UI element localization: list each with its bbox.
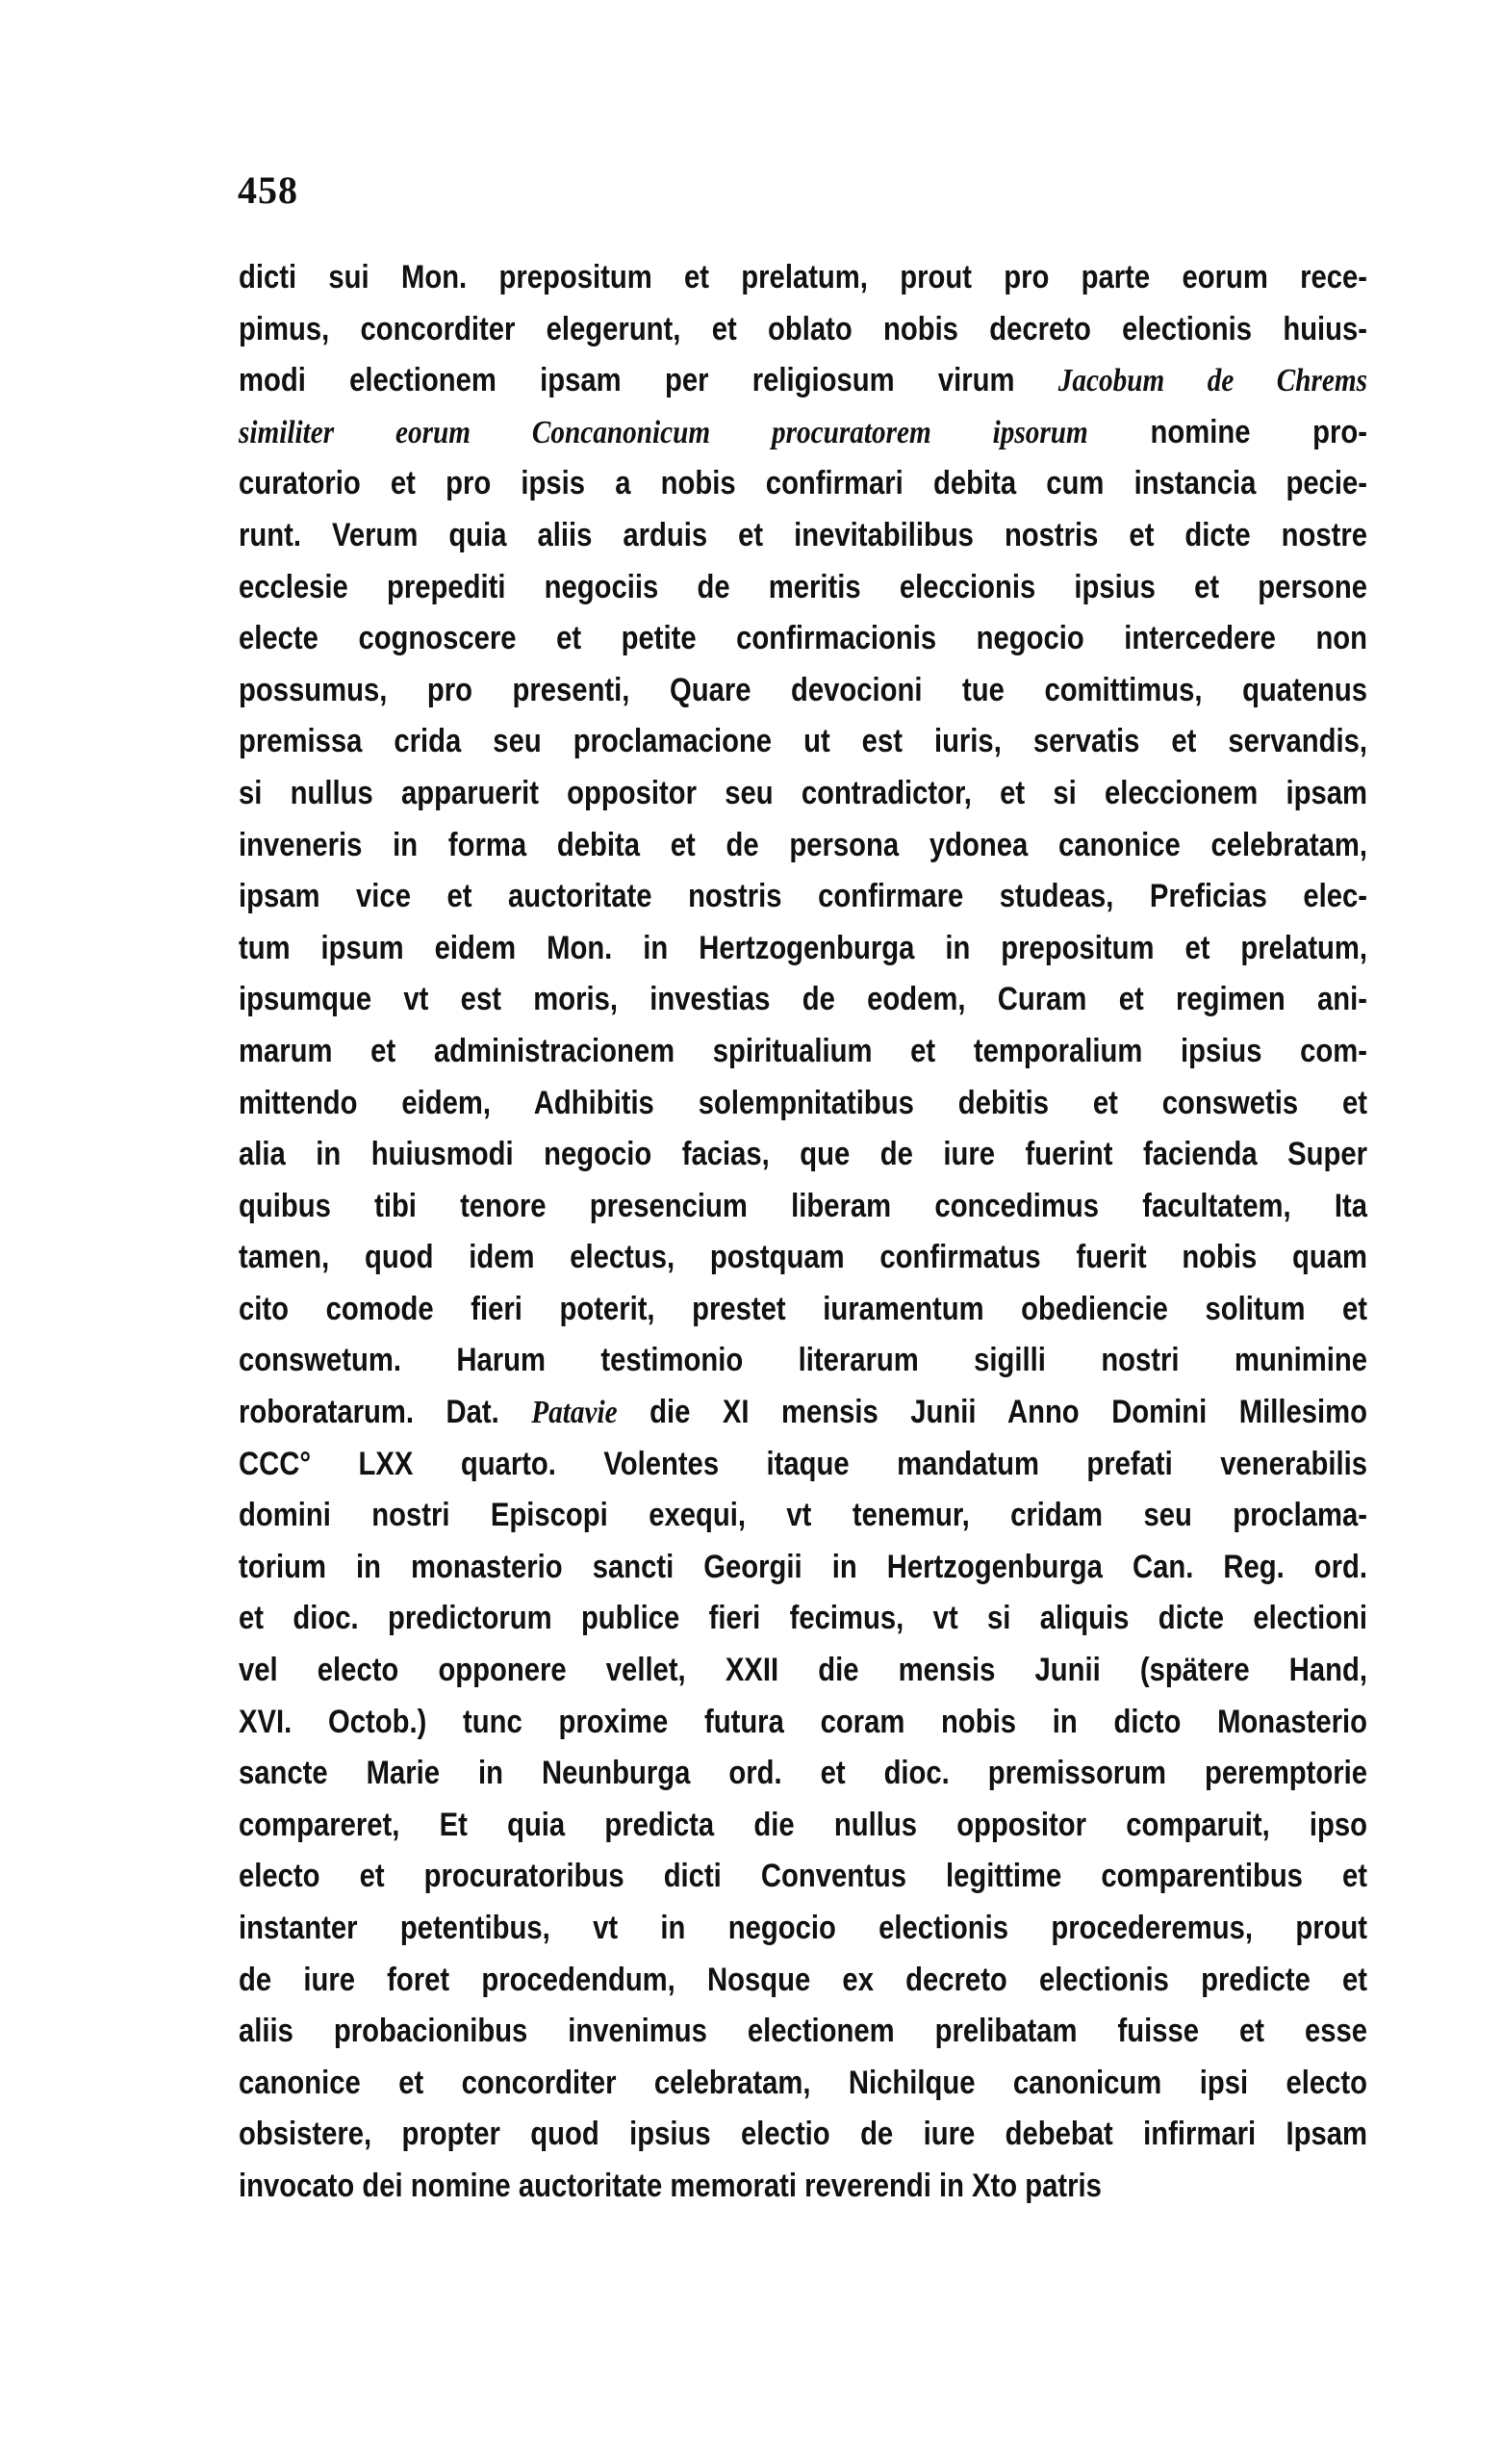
text-line: aliis probacionibus invenimus electionem prelibatam fuisse et esse [239,2013,1368,2050]
text-line: sancte Marie in Neunburga ord. et dioc. premissorum peremptorie [239,1755,1368,1792]
text-line: canonice et concorditer celebratam, Nichilque canonicum ipsi electo [239,2064,1368,2101]
text-line: tum ipsum eidem Mon. in Hertzogenburga in prepositum et prelatum, [239,929,1368,966]
text-line: similiter eorum Concanonicum procuratorem ipsorum nomine pro- [239,413,1368,450]
text-line: si nullus apparuerit oppositor seu contradictor, et si eleccionem ipsam [239,774,1368,811]
text-line: dicti sui Mon. prepositum et prelatum, prout pro parte eorum rece- [239,259,1368,295]
text-line: compareret, Et quia predicta die nullus oppositor comparuit, ipso [239,1806,1368,1843]
text-line: cito comode fieri poterit, prestet iuramentum obediencie solitum et [239,1290,1368,1327]
text-line: roboratarum. Dat. Patavie die XI mensis Junii Anno Domini Millesimo [239,1394,1368,1431]
text-line: tamen, quod idem electus, postquam confirmatus fuerit nobis quam [239,1239,1368,1276]
text-line: et dioc. predictorum publice fieri fecimus, vt si aliquis dicte electioni [239,1600,1368,1637]
text-line: invocato dei nomine auctoritate memorati reverendi in Xto patris [239,2167,1102,2204]
text-line: runt. Verum quia aliis arduis et inevitabilibus nostris et dicte nostre [239,516,1368,553]
text-line: ecclesie prepediti negociis de meritis eleccionis ipsius et persone [239,568,1368,605]
body-text [239,252,1367,2213]
text-line: mittendo eidem, Adhibitis solempnitatibus debitis et conswetis et [239,1084,1368,1121]
text-line: electo et procuratoribus dicti Conventus legittime comparentibus et [239,1858,1368,1895]
text-line: alia in huiusmodi negocio facias, que de iure fuerint facienda Super [239,1136,1368,1173]
text-line: curatorio et pro ipsis a nobis confirmari debita cum instancia pecie- [239,465,1368,502]
text-line: electe cognoscere et petite confirmacionis negocio intercedere non [239,620,1368,657]
text-line: CCC° LXX quarto. Volentes itaque mandatum prefati venerabilis [239,1445,1368,1482]
text-line: XVI. Octob.) tunc proxime futura coram nobis in dicto Monasterio [239,1703,1368,1740]
text-line: marum et administracionem spiritualium et temporalium ipsius com- [239,1032,1368,1069]
italic-name: similiter eorum Concanonicum procuratorem ipsorum [239,414,1088,450]
text-line: de iure foret procedendum, Nosque ex decreto electionis predicte et [239,1961,1368,1998]
text-line: ipsumque vt est moris, investias de eodem, Curam et regimen ani- [239,981,1368,1018]
text-line: quibus tibi tenore presencium liberam concedimus facultatem, Ita [239,1187,1368,1224]
italic-name: Patavie [531,1395,618,1431]
text-line: obsistere, propter quod ipsius electio de iure debebat infirmari Ipsam [239,2116,1368,2153]
text-line: ipsam vice et auctoritate nostris confirmare studeas, Preficias elec- [239,878,1368,915]
text-line: modi electionem ipsam per religiosum virum Jacobum de Chrems [239,362,1368,399]
text-line: possumus, pro presenti, Quare devocioni tue comittimus, quatenus [239,671,1368,708]
text-line: domini nostri Episcopi exequi, vt tenemur, cridam seu proclama- [239,1497,1368,1534]
text-line: conswetum. Harum testimonio literarum sigilli nostri munimine [239,1342,1368,1379]
text-line: torium in monasterio sancti Georgii in Hertzogenburga Can. Reg. ord. [239,1548,1368,1585]
text-line: instanter petentibus, vt in negocio electionis procederemus, prout [239,1910,1368,1946]
text-line: vel electo opponere vellet, XXII die mensis Junii (spätere Hand, [239,1652,1368,1689]
italic-name: Jacobum de Chrems [1057,363,1368,399]
page-number: 458 [238,168,298,212]
text-line: premissa crida seu proclamacione ut est iuris, servatis et servandis, [239,723,1368,760]
text-line: inveneris in forma debita et de persona ydonea canonice celebratam, [239,826,1368,863]
text-line: pimus, concorditer elegerunt, et oblato nobis decreto electionis huius- [239,310,1368,347]
